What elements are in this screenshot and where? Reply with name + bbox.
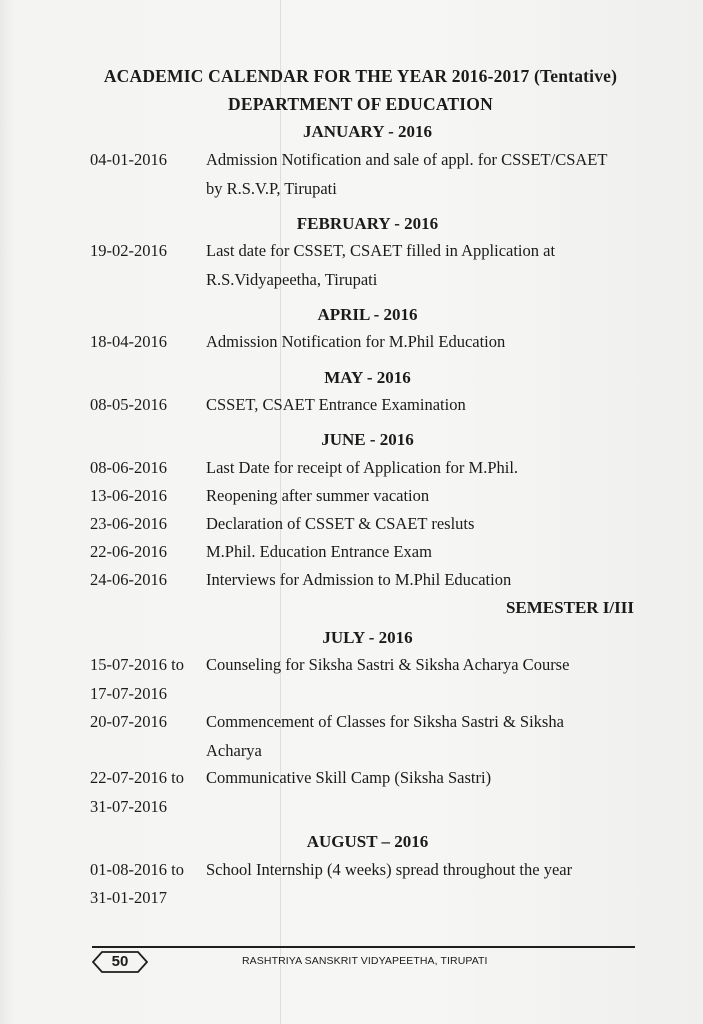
month-heading-july: JULY - 2016 — [322, 628, 413, 647]
month-heading-june: JUNE - 2016 — [321, 430, 414, 449]
month-heading-january: JANUARY - 2016 — [302, 122, 433, 141]
entry-date: 22-06-2016 — [90, 542, 167, 561]
entry-date-cont: 17-07-2016 — [90, 684, 167, 703]
entry-description: Admission Notification for M.Phil Education — [206, 332, 506, 351]
entry-description: Last date for CSSET, CSAET filled in Application at — [206, 241, 556, 260]
entry-description: Declaration of CSSET & CSAET resluts — [206, 514, 475, 533]
entry-date-cont: 31-01-2017 — [90, 888, 167, 907]
entry-description: Interviews for Admission to M.Phil Education — [206, 570, 512, 589]
entry-description: Reopening after summer vacation — [206, 486, 430, 505]
department-heading: DEPARTMENT OF EDUCATION — [228, 94, 493, 114]
footer-rule — [92, 946, 635, 948]
entry-description: Counseling for Siksha Sastri & Siksha Acharya Course — [206, 655, 570, 674]
entry-description: CSSET, CSAET Entrance Examination — [206, 395, 466, 414]
semester-label: SEMESTER I/III — [505, 598, 634, 617]
entry-description-cont: Acharya — [206, 741, 262, 760]
entry-date: 18-04-2016 — [90, 332, 167, 351]
month-heading-may: MAY - 2016 — [324, 368, 411, 387]
page-number-badge — [92, 951, 148, 973]
entry-description: Admission Notification and sale of appl. for CSSET/CSAET — [206, 150, 608, 169]
page-number: 50 — [111, 953, 129, 970]
document-title: ACADEMIC CALENDAR FOR THE YEAR 2016-2017 (Tentative) — [103, 66, 618, 86]
entry-date: 13-06-2016 — [90, 486, 167, 505]
month-heading-august: AUGUST – 2016 — [306, 832, 429, 851]
entry-date-cont: 31-07-2016 — [90, 797, 167, 816]
entry-description: Communicative Skill Camp (Siksha Sastri) — [206, 768, 492, 787]
month-heading-april: APRIL - 2016 — [317, 305, 418, 324]
entry-date: 01-08-2016 to — [90, 860, 184, 879]
entry-description: M.Phil. Education Entrance Exam — [206, 542, 432, 561]
entry-date: 24-06-2016 — [90, 570, 167, 589]
month-heading-february: FEBRUARY - 2016 — [296, 214, 439, 233]
entry-date: 23-06-2016 — [90, 514, 167, 533]
footer-publisher: RASHTRIYA SANSKRIT VIDYAPEETHA, TIRUPATI — [242, 955, 488, 967]
entry-description: School Internship (4 weeks) spread throughout the year — [206, 860, 573, 879]
entry-description: Last Date for receipt of Application for M.Phil. — [206, 458, 519, 477]
entry-description-cont: R.S.Vidyapeetha, Tirupati — [206, 270, 378, 289]
entry-date: 08-05-2016 — [90, 395, 167, 414]
entry-description-cont: by R.S.V.P, Tirupati — [206, 179, 337, 198]
entry-description: Commencement of Classes for Siksha Sastri & Siksha — [206, 712, 564, 731]
entry-date: 04-01-2016 — [90, 150, 167, 169]
entry-date: 08-06-2016 — [90, 458, 167, 477]
entry-date: 19-02-2016 — [90, 241, 167, 260]
entry-date: 20-07-2016 — [90, 712, 167, 731]
entry-date: 22-07-2016 to — [90, 768, 184, 787]
entry-date: 15-07-2016 to — [90, 655, 184, 674]
